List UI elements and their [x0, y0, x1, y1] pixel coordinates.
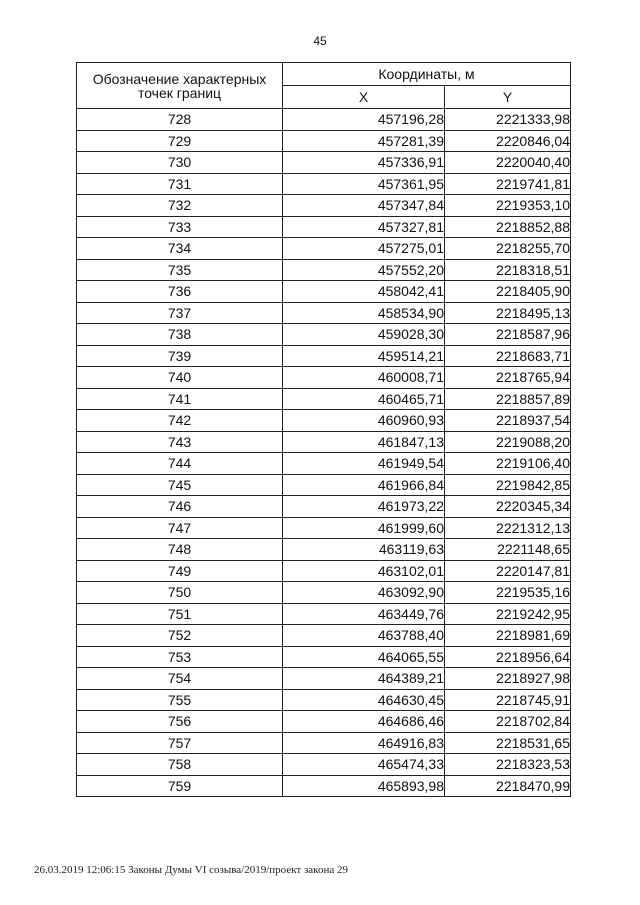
y-cell: 2218531,65: [445, 732, 571, 754]
table-row: [77, 754, 571, 776]
point-cell: 733: [77, 216, 283, 238]
x-cell: 464686,46: [283, 711, 445, 733]
document-footer: 26.03.2019 12:06:15 Законы Думы VI созыва/2019/проект закона 29: [34, 864, 348, 876]
x-cell: 463788,40: [283, 625, 445, 647]
table-row: [77, 582, 571, 604]
y-cell: 2220147,81: [445, 560, 571, 582]
point-cell: 734: [77, 238, 283, 260]
header-coordinates: Координаты, м: [283, 63, 571, 86]
point-cell: 751: [77, 603, 283, 625]
point-cell: 759: [77, 775, 283, 797]
table-row: [77, 345, 571, 367]
table-row: [77, 431, 571, 453]
y-cell: 2218927,98: [445, 668, 571, 690]
x-cell: 461847,13: [283, 431, 445, 453]
x-cell: 457336,91: [283, 152, 445, 174]
table-row: [77, 496, 571, 518]
table-row: [77, 109, 571, 131]
point-cell: 748: [77, 539, 283, 561]
x-cell: 464916,83: [283, 732, 445, 754]
table-row: [77, 539, 571, 561]
x-cell: 463119,63: [283, 539, 445, 561]
table-row: [77, 474, 571, 496]
coordinates-table: [76, 62, 571, 797]
point-cell: 744: [77, 453, 283, 475]
y-cell: 2219741,81: [445, 173, 571, 195]
point-cell: 750: [77, 582, 283, 604]
x-cell: 465893,98: [283, 775, 445, 797]
point-cell: 756: [77, 711, 283, 733]
point-cell: 752: [77, 625, 283, 647]
x-cell: 458534,90: [283, 302, 445, 324]
x-cell: 457275,01: [283, 238, 445, 260]
point-cell: 743: [77, 431, 283, 453]
table-row: [77, 173, 571, 195]
x-cell: 460960,93: [283, 410, 445, 432]
table-row: [77, 711, 571, 733]
x-cell: 465474,33: [283, 754, 445, 776]
y-cell: 2219242,95: [445, 603, 571, 625]
x-cell: 463102,01: [283, 560, 445, 582]
point-cell: 755: [77, 689, 283, 711]
y-cell: 2221333,98: [445, 109, 571, 131]
point-cell: 732: [77, 195, 283, 217]
y-cell: 2221312,13: [445, 517, 571, 539]
table-row: [77, 195, 571, 217]
x-cell: 457327,81: [283, 216, 445, 238]
point-cell: 735: [77, 259, 283, 281]
table-row: [77, 453, 571, 475]
y-cell: 2218857,89: [445, 388, 571, 410]
point-cell: 747: [77, 517, 283, 539]
header-y: Y: [445, 86, 571, 109]
y-cell: 2219106,40: [445, 453, 571, 475]
x-cell: 463092,90: [283, 582, 445, 604]
point-cell: 728: [77, 109, 283, 131]
table-body: [77, 109, 571, 797]
y-cell: 2219535,16: [445, 582, 571, 604]
point-cell: 757: [77, 732, 283, 754]
x-cell: 464630,45: [283, 689, 445, 711]
table-row: [77, 775, 571, 797]
table-row: [77, 152, 571, 174]
y-cell: 2218318,51: [445, 259, 571, 281]
table-row: [77, 625, 571, 647]
y-cell: 2220846,04: [445, 130, 571, 152]
point-cell: 745: [77, 474, 283, 496]
x-cell: 459028,30: [283, 324, 445, 346]
y-cell: 2218956,64: [445, 646, 571, 668]
table-row: [77, 410, 571, 432]
x-cell: 460008,71: [283, 367, 445, 389]
header-x: X: [283, 86, 445, 109]
table-row: [77, 130, 571, 152]
y-cell: 2218587,96: [445, 324, 571, 346]
table-row: [77, 324, 571, 346]
table-row: [77, 560, 571, 582]
point-cell: 731: [77, 173, 283, 195]
y-cell: 2219353,10: [445, 195, 571, 217]
x-cell: 461999,60: [283, 517, 445, 539]
table-row: [77, 302, 571, 324]
point-cell: 754: [77, 668, 283, 690]
table-row: [77, 216, 571, 238]
table-row: [77, 668, 571, 690]
point-cell: 753: [77, 646, 283, 668]
point-cell: 749: [77, 560, 283, 582]
point-cell: 742: [77, 410, 283, 432]
point-cell: 741: [77, 388, 283, 410]
table-row: [77, 689, 571, 711]
table-row: [77, 238, 571, 260]
y-cell: 2218683,71: [445, 345, 571, 367]
y-cell: 2221148,65: [445, 539, 571, 561]
table-row: [77, 367, 571, 389]
y-cell: 2218323,53: [445, 754, 571, 776]
table-header: [77, 63, 571, 109]
point-cell: 730: [77, 152, 283, 174]
x-cell: 457361,95: [283, 173, 445, 195]
y-cell: 2218852,88: [445, 216, 571, 238]
x-cell: 461966,84: [283, 474, 445, 496]
x-cell: 457552,20: [283, 259, 445, 281]
point-cell: 739: [77, 345, 283, 367]
page-number: 45: [313, 34, 327, 48]
y-cell: 2218745,91: [445, 689, 571, 711]
point-cell: 758: [77, 754, 283, 776]
y-cell: 2218702,84: [445, 711, 571, 733]
y-cell: 2218255,70: [445, 238, 571, 260]
table-row: [77, 259, 571, 281]
y-cell: 2218765,94: [445, 367, 571, 389]
x-cell: 458042,41: [283, 281, 445, 303]
x-cell: 457196,28: [283, 109, 445, 131]
table-row: [77, 603, 571, 625]
x-cell: 464065,55: [283, 646, 445, 668]
point-cell: 729: [77, 130, 283, 152]
x-cell: 459514,21: [283, 345, 445, 367]
table-row: [77, 732, 571, 754]
point-cell: 740: [77, 367, 283, 389]
y-cell: 2218937,54: [445, 410, 571, 432]
point-cell: 746: [77, 496, 283, 518]
table-row: [77, 517, 571, 539]
x-cell: 460465,71: [283, 388, 445, 410]
point-cell: 738: [77, 324, 283, 346]
y-cell: 2218495,13: [445, 302, 571, 324]
y-cell: 2220345,34: [445, 496, 571, 518]
x-cell: 461949,54: [283, 453, 445, 475]
y-cell: 2218470,99: [445, 775, 571, 797]
point-cell: 736: [77, 281, 283, 303]
x-cell: 463449,76: [283, 603, 445, 625]
table-row: [77, 646, 571, 668]
table-row: [77, 388, 571, 410]
x-cell: 457347,84: [283, 195, 445, 217]
x-cell: 464389,21: [283, 668, 445, 690]
y-cell: 2220040,40: [445, 152, 571, 174]
header-point-designation: Обозначение характерных точек границ: [77, 63, 283, 109]
y-cell: 2218981,69: [445, 625, 571, 647]
x-cell: 457281,39: [283, 130, 445, 152]
x-cell: 461973,22: [283, 496, 445, 518]
y-cell: 2219088,20: [445, 431, 571, 453]
point-cell: 737: [77, 302, 283, 324]
table-row: [77, 281, 571, 303]
y-cell: 2219842,85: [445, 474, 571, 496]
y-cell: 2218405,90: [445, 281, 571, 303]
